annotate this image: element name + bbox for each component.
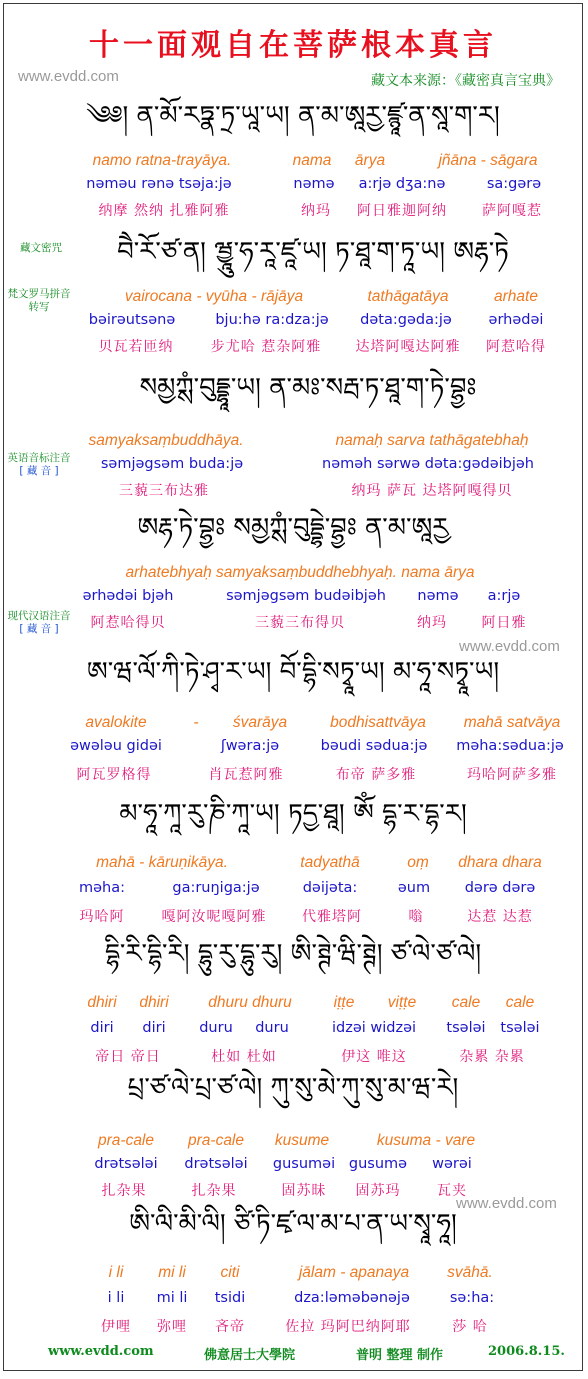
sanskrit-word: namaḥ sarva tathāgatebhaḥ [335,432,529,449]
ipa-word: tsidi [214,1290,246,1306]
tibetan-line: ༄༅། ན་མོ་རཏྣ་ཏྲ་ཡཱ་ཡ། ན་མ་ཨཱརྱ་ཛྙཱ་ན་སཱ་ག་ར། [86,101,500,131]
hanzi-word: 佐拉 玛阿巴纳阿耶 [285,1319,411,1335]
label-chinese-phonetic-text: 现代汉语注音 [7,610,71,622]
hanzi-word: 纳玛 [417,615,447,631]
ipa-word: drətsələi [94,1156,158,1172]
ipa-word: ga:ruŋiga:jə [172,880,260,896]
hanzi-word: 莎 哈 [452,1319,488,1335]
sanskrit-word: svāhā. [447,1264,493,1281]
hanzi-word: 纳玛 [301,203,331,219]
hanzi-word: 吝帝 [215,1319,245,1335]
watermark: www.evdd.com [18,68,119,85]
hanzi-word: 布帝 萨多雅 [335,767,417,783]
hanzi-word: 阿瓦罗格得 [76,767,152,783]
hanzi-word: 三藐三布达雅 [119,483,209,499]
hanzi-word: 玛哈阿 [79,909,125,925]
tibetan-line: དྷི་རི་དྷི་རི། དྷུ་རུ་དྷུ་རུ། ཨི་ཊྚེ་ཝི་ཊྚེ། ཙ་ལེ་ཙ་ལེ། [104,939,482,969]
hanzi-word: 三藐三布得贝 [255,615,345,631]
hanzi-word: 嘎阿汝呢嘎阿雅 [161,909,267,925]
sanskrit-word: dhara dhara [458,854,542,871]
hanzi-word: 达塔阿嘎达阿雅 [355,339,461,355]
hanzi-word: 达惹 达惹 [467,909,533,925]
sanskrit-word: vairocana - vyūha - rājāya [124,288,304,305]
ipa-word: nəmə [293,176,335,192]
label-sanskrit: 梵文罗马拼音转写 [7,288,71,313]
sanskrit-word: cale [505,994,535,1011]
label-english-phonetic-text: 英语音标注音 [7,452,71,464]
tibetan-line: སམྱཀྶཾ་བུདྡྷཱ་ཡ། ན་མཿ་སརྦ་ཏ་ཐཱ་ག་ཏེ་བྷྱཿ [139,373,477,403]
ipa-word: nəməh sərwə dəta:gədəibjəh [322,456,534,472]
hanzi-word: 阿惹哈得贝 [90,615,166,631]
hanzi-word: 纳玛 萨瓦 达塔阿嘎得贝 [351,483,513,499]
sanskrit-word: kusuma - vare [376,1132,476,1149]
sanskrit-word: bodhisattvāya [330,714,426,731]
mantra-page [3,3,583,1371]
page-title: 十一面观自在菩萨根本真言 [89,28,497,63]
ipa-word: mi li [156,1290,188,1306]
tibetan-line: ཨི་ལི་མི་ལི། ཙི་ཏི་ཛྭ་ལ་མ་པ་ན་ཡ་སྭཱ་ཧཱ། [129,1209,457,1239]
watermark: www.evdd.com [459,638,560,655]
hanzi-word: 嗡 [408,909,424,925]
footer-date: 2006.8.15. [488,1344,565,1359]
sanskrit-word: samyaksaṃbuddhāya. [88,432,244,449]
watermark: www.evdd.com [456,1195,557,1212]
ipa-word: duru [199,1020,233,1036]
ipa-word: əwələu gidəi [70,738,162,754]
ipa-word: a:rjə dʒa:nə [358,176,446,192]
hanzi-word: 扎杂果 [101,1183,147,1199]
sanskrit-word: mahā satvāya [463,714,561,731]
ipa-word: diri [90,1020,114,1036]
ipa-word: diri [142,1020,166,1036]
ipa-word: tsələi [500,1020,540,1036]
ipa-word: drətsələi [184,1156,248,1172]
label-tibetan: 藏文密咒 [20,242,62,254]
footer-credit: 普明 整理 制作 [356,1348,444,1363]
hanzi-word: 阿惹哈得 [486,339,546,355]
sanskrit-word: jālam - apanaya [298,1264,410,1281]
hanzi-word: 玛哈阿萨多雅 [467,767,557,783]
label-english-phonetic [4,452,74,478]
hanzi-word: 阿日雅迦阿纳 [357,203,447,219]
sanskrit-word: tadyathā [300,854,360,871]
tibetan-line: ཨ་ཝ་ལོ་ཀི་ཏེ་ཤྭ་ར་ཡ། བོ་དྷི་སཏྭཱ་ཡ། མ་ཧཱ་སཏྭཱ་ཡ། [86,657,500,687]
ipa-word: dəijəta: [302,880,358,896]
hanzi-word: 阿日雅 [481,615,527,631]
tibetan-line: ཨརྷ་ཏེ་བྷྱཿ སམྱཀྶཾ་བུདྡྷེ་བྷྱཿ ན་མ་ཨཱརྱ [137,513,449,543]
ipa-word: idzəi widzəi [331,1020,417,1036]
sanskrit-word: dhiri [87,994,117,1011]
ipa-word: wərəi [432,1156,472,1172]
sanskrit-word: cale [451,994,481,1011]
hanzi-word: 贝瓦若匝纳 [98,339,174,355]
hanzi-word: 伊这 唯这 [341,1049,407,1065]
ipa-word: sə:ha: [449,1290,495,1306]
hanzi-word: 代雅塔阿 [302,909,362,925]
hanzi-word: 瓦夹 [437,1183,467,1199]
ipa-word: a:rjə [487,588,521,604]
ipa-word: ərhədəi [488,312,544,328]
sanskrit-word: jñāna - sāgara [438,152,538,169]
hanzi-word: 伊哩 [101,1319,131,1335]
footer-website: www.evdd.com [48,1344,154,1359]
sanskrit-word: pra-cale [188,1132,244,1149]
sanskrit-word: arhatebhyaḥ samyaksaṃbuddhebhyaḥ. nama ārya [125,564,475,581]
hanzi-word: 固苏昧 [281,1183,327,1199]
hanzi-word: 帝日 帝日 [95,1049,161,1065]
sanskrit-word: iṭṭe [333,994,355,1011]
ipa-word: gusumə [348,1156,408,1172]
ipa-word: i li [107,1290,125,1306]
sanskrit-word: i li [108,1264,124,1281]
ipa-word: səmjəgsəm buda:jə [100,456,244,472]
label-chinese-phonetic-sub: [ 藏 音 ] [19,623,59,635]
ipa-word: ərhədəi bjəh [82,588,174,604]
ipa-word: dəta:gəda:jə [360,312,452,328]
tibetan-line: པྲ་ཙ་ལེ་པྲ་ཙ་ལེ། ཀུ་སུ་མེ་ཀུ་སུ་མ་ཝ་རེ། [127,1073,459,1103]
ipa-word: sa:gərə [486,176,542,192]
sanskrit-word: nama [292,152,332,169]
sanskrit-word: avalokite [85,714,147,731]
ipa-word: bju:hə ra:dza:jə [215,312,329,328]
hanzi-word: 肖瓦惹阿雅 [208,767,284,783]
ipa-word: nəməu rənə tsəja:jə [86,176,232,192]
tibetan-line: མ་ཧཱ་ཀཱ་རུ་ཎི་ཀཱ་ཡ། ཏདྱ་ཐཱ། ཨོཾ དྷ་ར་དྷ་ར། [119,799,467,829]
ipa-word: məha: [78,880,126,896]
sanskrit-word: arhate [494,288,538,305]
ipa-word: bəudi sədua:jə [320,738,428,754]
ipa-word: məha:sədua:jə [456,738,564,754]
footer-organization: 佛意居士大學院 [204,1348,296,1363]
sanskrit-word: citi [220,1264,240,1281]
ipa-word: duru [255,1020,289,1036]
hanzi-word: 杜如 杜如 [211,1049,277,1065]
ipa-word: bəirəutsənə [88,312,176,328]
ipa-word: nəmə [417,588,459,604]
ipa-word: əum [397,880,431,896]
source-note: 藏文本来源：《藏密真言宝典》 [371,73,560,89]
sanskrit-word: dhiri [139,994,169,1011]
sanskrit-word: mi li [158,1264,186,1281]
sanskrit-word: viṭṭe [387,994,417,1011]
ipa-word: səmjəgsəm budəibjəh [226,588,386,604]
tibetan-line: བཻ་རོ་ཙ་ན། ཝྱཱུ་ཧ་རཱ་ཛཱ་ཡ། ཏ་ཐཱ་ག་ཏཱ་ཡ། ཨརྷ་ཏེ [117,237,509,267]
sanskrit-word: oṃ [407,854,429,871]
sanskrit-word: pra-cale [98,1132,154,1149]
hanzi-word: 扎杂果 [191,1183,237,1199]
hanzi-word: 杂累 杂累 [459,1049,525,1065]
hanzi-word: 萨阿嘎惹 [482,203,542,219]
ipa-word: ʃwəra:jə [220,738,280,754]
hanzi-word: 弥哩 [157,1319,187,1335]
ipa-word: dərə dərə [464,880,536,896]
sanskrit-word: tathāgatāya [367,288,449,305]
hanzi-word: 纳摩 然纳 扎雅阿雅 [98,203,230,219]
sanskrit-word: ārya [354,152,386,169]
sanskrit-word: kusume [274,1132,330,1149]
sanskrit-word: mahā - kāruṇikāya. [96,854,228,871]
ipa-word: dza:ləməbənəjə [294,1290,410,1306]
ipa-word: tsələi [446,1020,486,1036]
sanskrit-word: dhuru dhuru [208,994,292,1011]
sanskrit-word: - [193,714,199,731]
sanskrit-word: namo ratna-trayāya. [92,152,232,169]
hanzi-word: 固苏玛 [355,1183,401,1199]
sanskrit-word: śvarāya [232,714,288,731]
ipa-word: gusuməi [272,1156,336,1172]
hanzi-word: 步尤哈 惹杂阿雅 [210,339,322,355]
label-english-phonetic-sub: [ 藏 音 ] [19,465,59,477]
label-chinese-phonetic [4,610,74,636]
